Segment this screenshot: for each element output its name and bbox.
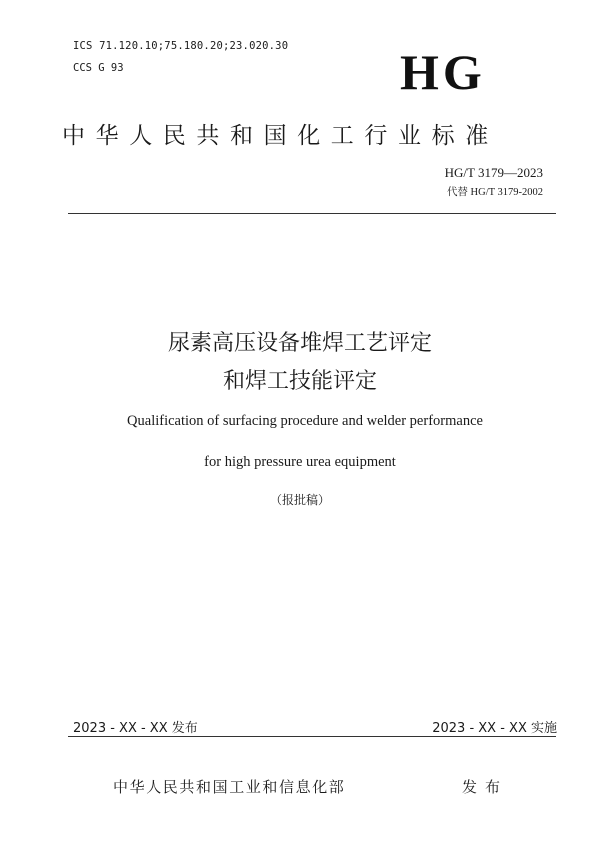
title-chinese-line1: 尿素高压设备堆焊工艺评定: [167, 331, 432, 356]
ics-code: ICS 71.120.10;75.180.20;23.020.30: [73, 40, 289, 52]
header-divider: [68, 213, 556, 214]
issuing-authority: 中华人民共和国工业和信息化部: [113, 778, 346, 796]
footer-divider: [68, 736, 556, 737]
standard-number: HG/T 3179—2023: [444, 165, 543, 180]
implementation-date: 2023 - XX - XX 实施: [432, 721, 557, 736]
replaces-standard: 代替 HG/T 3179-2002: [446, 187, 543, 198]
issue-label: 发布: [462, 778, 509, 796]
title-english-line2: for high pressure urea equipment: [204, 454, 396, 470]
draft-status-label: （报批稿）: [269, 493, 330, 507]
title-english-line1: Qualification of surfacing procedure and welder performance: [127, 413, 483, 429]
standard-type-heading: 中华人民共和国化工行业标准: [62, 123, 499, 149]
title-chinese-line2: 和焊工技能评定: [222, 369, 377, 394]
issue-date: 2023 - XX - XX 发布: [73, 721, 198, 736]
ccs-code: CCS G 93: [73, 62, 124, 74]
hg-logo: HG: [400, 44, 486, 100]
